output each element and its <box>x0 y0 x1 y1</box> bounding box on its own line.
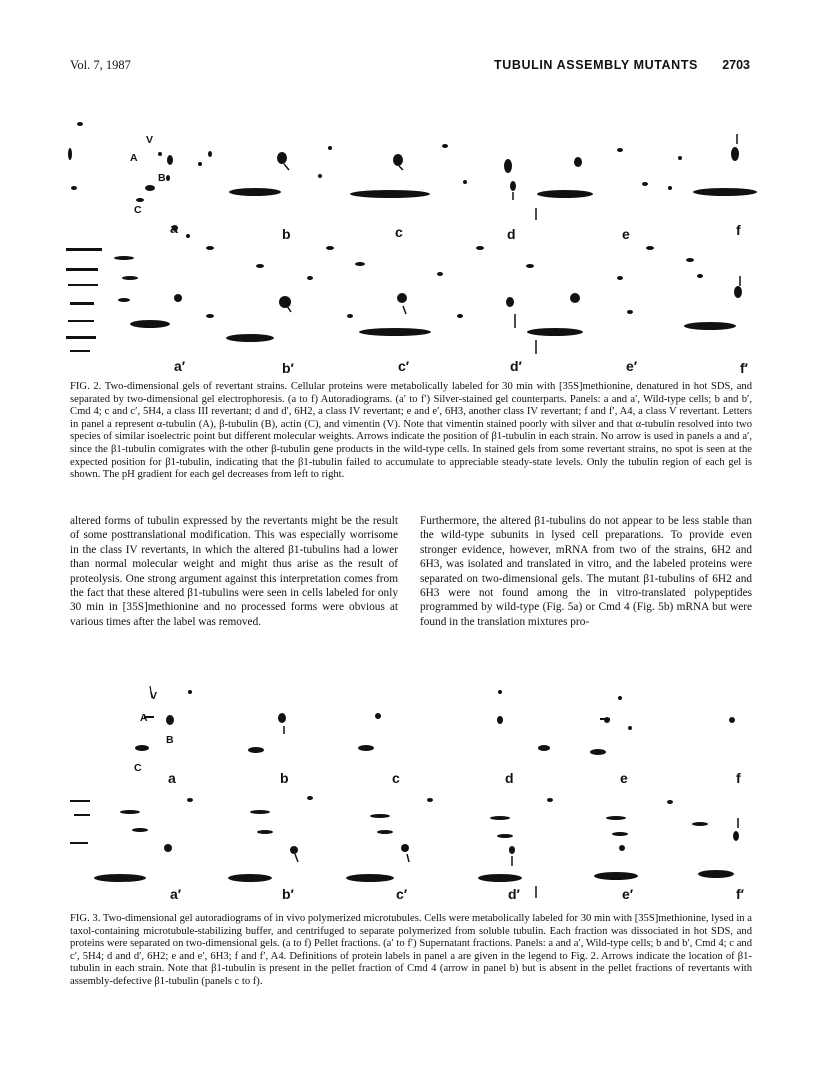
figure-3-caption <box>70 913 752 989</box>
marker-v: V <box>146 134 154 146</box>
fig3-panel-label-f: f <box>736 770 741 786</box>
panel-label-c-prime: c′ <box>398 358 410 374</box>
fig3-marker-v: V <box>150 690 158 702</box>
body-text-right: Furthermore, the altered β1-tubulins do not appear to be less stable than the wild-type subunits in lysed cell preparations. To provide even stronger evidence, however, mRNA from two of the strains, 6H2 and 6H3, was isolated and translated in vitro, and the labeled proteins were separated on two-dimensional gels. The mutant β1-tubulins of 6H2 and 6H3 were not found among the in vitro-translated polypeptides programmed by wild-type (Fig. 5a) or Cmd 4 (Fig. 5b) mRNA but were found in the translation mixtures pro- <box>420 515 752 628</box>
running-title: TUBULIN ASSEMBLY MUTANTS <box>494 58 698 72</box>
fig3-marker-a: A <box>140 712 148 724</box>
fig3-marker-b: B <box>166 734 174 746</box>
marker-b: B <box>158 172 166 184</box>
figure-3-caption-label: FIG. 3. <box>70 913 101 924</box>
panel-label-c: c <box>395 224 403 240</box>
figure-2-caption-text: Two-dimensional gels of revertant strains. Cellular proteins were metabolically labeled for 30 min with [35S]methionine, denatured in hot SDS, and separated by two-dimensional gel electrophoresis. (a to f) Autoradiograms. (a′ to f′) Silver-stained gel counterparts. Panels: a and a′, Wild-type cells; b and b′, Cmd 4; c and c′, 5H4, a class III revertant; d and d′, 6H2, a class IV revertant; e and e′, 6H3, another class IV revertant; f and f′, A4, a class V revertant. Letters in panel a represent α-tubulin (A), β-tubulin (B), actin (C), and vimentin (V). Note that vimentin stained poorly with silver and that α-tubulin resolved into two species of similar isoelectric point but different molecular weights. Arrows indicate the position of β1-tubulin in each strain. No arrow is used in panels a and a′, since the β1-tubulin comigrates with the other β-tubulin gene products in the wild-type cells. In stained gels from some revertant strains, no spot is seen at the expected position for β1-tubulin, indicating that the β1-tubulin failed to accumulate to appreciable steady-state levels. Only the tubulin region of each gel is shown. The pH gradient for each gel decreases from left to right. <box>70 381 753 481</box>
fig3-panel-label-b-prime: b′ <box>282 886 294 902</box>
marker-a: A <box>130 152 138 164</box>
figure-2-caption <box>70 381 752 482</box>
panel-label-f: f <box>736 222 741 238</box>
body-column-left <box>70 514 398 629</box>
fig3-marker-c: C <box>134 762 142 774</box>
fig3-panel-label-b: b <box>280 770 289 786</box>
panel-label-f-prime: f′ <box>740 360 749 376</box>
figure-3-caption-text: Two-dimensional gel autoradiograms of in vivo polymerized microtubules. Cells were metabolically labeled for 30 min with [35S]methionine, lysed in a taxol-containing microtubule-stabilizing buffer, and centrifuged to separate polymerized from soluble tubulin. Each fraction was dissociated in hot SDS, and proteins were separated on two-dimensional gels. (a to f) Pellet fractions. (a′ to f′) Supernatant fractions. Panels: a and a′, Wild-type cells; b and b′, Cmd 4; c and c′, 5H4; d and d′, 6H2; e and e′, 6H3; f and f′, A4. Definitions of protein labels in panel a are given in the legend to Fig. 2. Arrows indicate the location of β1-tubulin in each strain. Note that β1-tubulin is present in the pellet fraction of Cmd 4 (arrow in panel b) but is absent in the pellet fractions of revertants with assembly-defective β1-tubulin (panels c to f). <box>70 913 752 987</box>
panel-label-b: b <box>282 226 291 242</box>
fig3-panel-label-a: a <box>168 770 176 786</box>
figure-3-gels <box>60 672 760 907</box>
fig3-panel-label-f-prime: f′ <box>736 886 745 902</box>
body-text-left: altered forms of tubulin expressed by the revertants might be the result of some posttranslational modification. This was especially worrisome in the class IV revertants, in which the altered β1-tubulins had a lower than normal molecular weight and might thus arise as the result of proteolysis. One strong argument against this interpretation comes from the fact that these altered β1-tubulins were seen in cells labeled for only 30 min in [35S]methionine and no processed forms were obvious at various times after the label was removed. <box>70 515 398 628</box>
marker-c: C <box>134 204 142 216</box>
panel-label-a-prime: a′ <box>174 358 186 374</box>
figure-2-gels <box>60 88 760 378</box>
fig3-panel-label-d-prime: d′ <box>508 886 520 902</box>
panel-label-d: d <box>507 226 516 242</box>
fig3-panel-label-d: d <box>505 770 514 786</box>
fig3-panel-label-c-prime: c′ <box>396 886 408 902</box>
running-header <box>70 58 750 76</box>
figure-2-caption-label: FIG. 2. <box>70 381 102 392</box>
panel-label-d-prime: d′ <box>510 358 522 374</box>
figure-3 <box>60 672 760 907</box>
fig3-panel-label-e: e <box>620 770 628 786</box>
volume-label: Vol. 7, 1987 <box>70 58 131 72</box>
panel-label-e-prime: e′ <box>626 358 638 374</box>
page-number: 2703 <box>722 58 750 72</box>
fig3-panel-label-a-prime: a′ <box>170 886 182 902</box>
panel-label-a: a <box>170 220 178 236</box>
panel-label-e: e <box>622 226 630 242</box>
fig3-panel-label-c: c <box>392 770 400 786</box>
figure-2 <box>60 88 760 378</box>
panel-label-b-prime: b′ <box>282 360 294 376</box>
fig3-panel-label-e-prime: e′ <box>622 886 634 902</box>
body-column-right <box>420 514 752 629</box>
